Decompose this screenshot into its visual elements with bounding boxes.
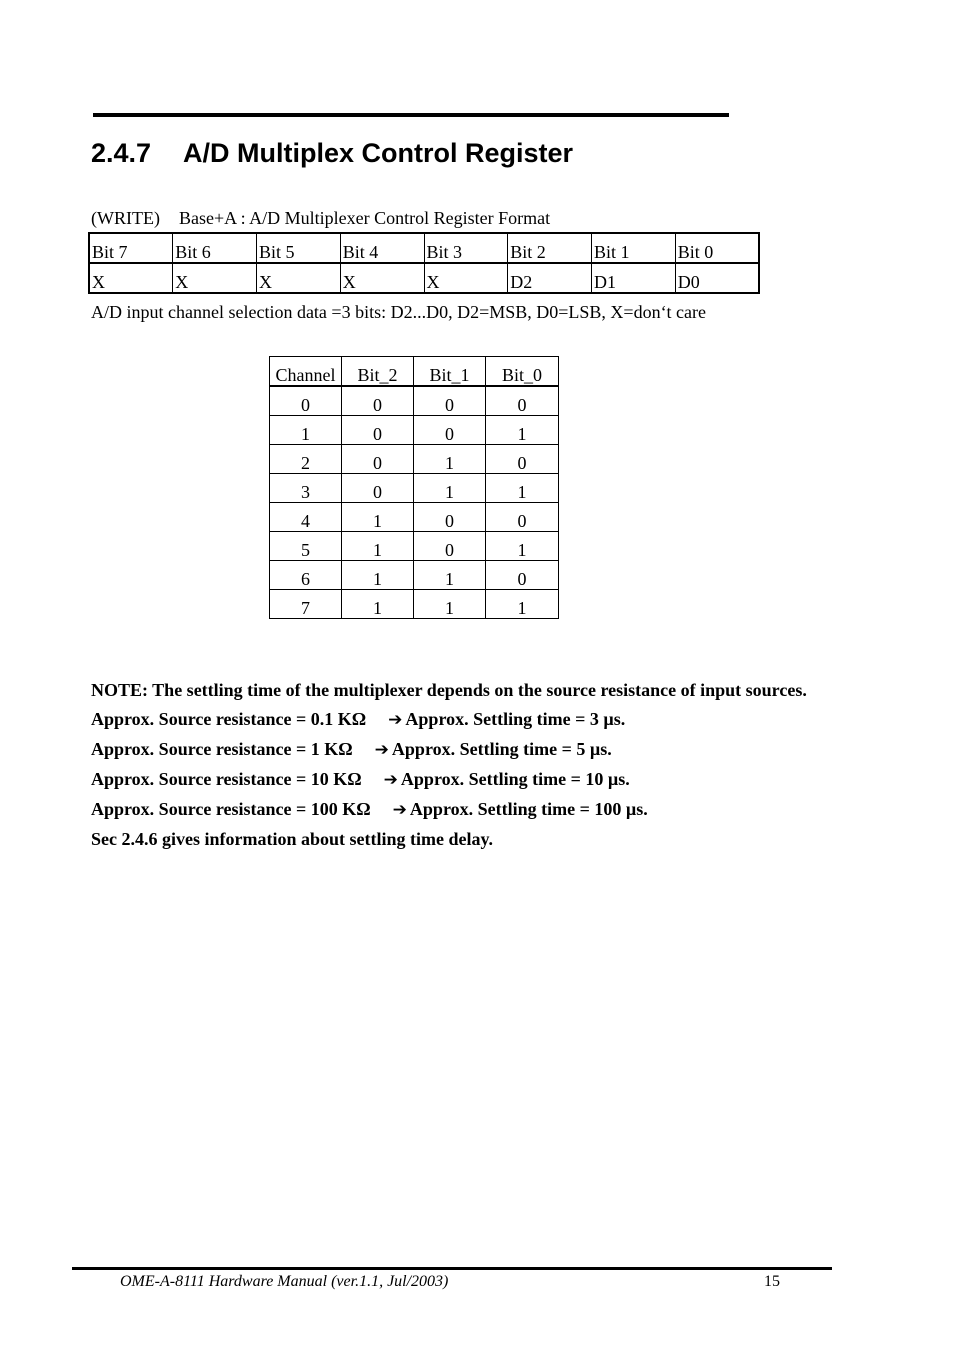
table-row: [270, 532, 559, 561]
register-header-cell: Bit 1: [592, 233, 676, 263]
register-header-cell: Bit 6: [173, 233, 257, 263]
bit-cell: 0: [342, 416, 414, 445]
table-row: [270, 386, 559, 416]
bit-cell: 0: [414, 532, 486, 561]
register-note: A/D input channel selection data =3 bits: D2...D0, D2=MSB, D0=LSB, X=don‘t care: [91, 302, 707, 322]
channel-selection-table: [269, 356, 559, 619]
bit-cell: 0: [486, 386, 559, 416]
settling-time-notes: [91, 676, 811, 854]
bit-cell: 0: [486, 561, 559, 590]
channel-cell: 0: [270, 386, 342, 416]
bit-cell: 1: [342, 561, 414, 590]
register-caption: [91, 208, 550, 229]
section-title: [91, 138, 573, 169]
register-value-cell: X: [340, 263, 424, 293]
channel-header-row: [270, 357, 559, 387]
footer-rule: [72, 1267, 832, 1270]
bit-cell: 0: [342, 386, 414, 416]
note-settling-time: Approx. Settling time = 5 µs.: [391, 739, 612, 759]
register-format-table: [88, 232, 760, 294]
register-value-cell: D0: [675, 263, 759, 293]
register-value-row: [89, 263, 759, 293]
channel-header-cell: Bit_0: [486, 357, 559, 387]
section-heading: A/D Multiplex Control Register: [183, 138, 574, 168]
table-row: [270, 445, 559, 474]
table-row: [270, 503, 559, 532]
register-value-cell: D1: [592, 263, 676, 293]
register-header-row: [89, 233, 759, 263]
channel-cell: 3: [270, 474, 342, 503]
table-row: [270, 561, 559, 590]
bit-cell: 1: [414, 474, 486, 503]
channel-header-cell: Bit_2: [342, 357, 414, 387]
channel-cell: 5: [270, 532, 342, 561]
register-value-cell: X: [424, 263, 508, 293]
channel-cell: 7: [270, 590, 342, 619]
note-settling-time: Approx. Settling time = 3 µs.: [405, 709, 626, 729]
bit-cell: 0: [342, 445, 414, 474]
channel-cell: 6: [270, 561, 342, 590]
note-settling-time: Approx. Settling time = 100 µs.: [409, 799, 648, 819]
bit-cell: 1: [486, 590, 559, 619]
channel-cell: 4: [270, 503, 342, 532]
note-settling-time: Approx. Settling time = 10 µs.: [400, 769, 630, 789]
bit-cell: 0: [414, 503, 486, 532]
register-header-cell: Bit 0: [675, 233, 759, 263]
footer-manual-title: OME-A-8111 Hardware Manual (ver.1.1, Jul/2003): [120, 1273, 449, 1290]
arrow-right-icon: ➔: [374, 740, 389, 760]
register-header-cell: Bit 2: [508, 233, 592, 263]
note-reference: Sec 2.4.6 gives information about settling time delay.: [91, 829, 493, 849]
arrow-right-icon: ➔: [388, 710, 403, 730]
register-header-cell: Bit 5: [257, 233, 341, 263]
bit-cell: 1: [414, 590, 486, 619]
note-item: [91, 705, 811, 735]
bit-cell: 1: [414, 561, 486, 590]
bit-cell: 1: [342, 503, 414, 532]
bit-cell: 1: [486, 474, 559, 503]
register-mode: (WRITE): [91, 208, 160, 228]
bit-cell: 1: [414, 445, 486, 474]
channel-header-cell: Bit_1: [414, 357, 486, 387]
page-number: 15: [764, 1273, 780, 1290]
register-header-cell: Bit 7: [89, 233, 173, 263]
note-resistance: Approx. Source resistance = 10 KΩ: [91, 769, 362, 789]
note-intro: NOTE: The settling time of the multiplexer depends on the source resistance of input sources.: [91, 680, 807, 700]
bit-cell: 0: [486, 445, 559, 474]
bit-cell: 1: [342, 590, 414, 619]
channel-header-cell: Channel: [270, 357, 342, 387]
register-value-cell: X: [173, 263, 257, 293]
bit-cell: 1: [342, 532, 414, 561]
arrow-right-icon: ➔: [383, 770, 398, 790]
note-resistance: Approx. Source resistance = 1 KΩ: [91, 739, 353, 759]
bit-cell: 0: [414, 386, 486, 416]
channel-cell: 2: [270, 445, 342, 474]
register-value-cell: D2: [508, 263, 592, 293]
register-header-cell: Bit 3: [424, 233, 508, 263]
bit-cell: 0: [486, 503, 559, 532]
table-row: [270, 416, 559, 445]
bit-cell: 1: [486, 416, 559, 445]
top-rule: [93, 113, 729, 117]
arrow-right-icon: ➔: [392, 800, 407, 820]
channel-cell: 1: [270, 416, 342, 445]
section-number: 2.4.7: [91, 138, 152, 168]
note-item: [91, 735, 811, 765]
note-item: [91, 795, 811, 825]
register-format-text: Base+A : A/D Multiplexer Control Register Format: [178, 208, 551, 228]
note-resistance: Approx. Source resistance = 0.1 KΩ: [91, 709, 367, 729]
bit-cell: 0: [414, 416, 486, 445]
note-item: [91, 765, 811, 795]
table-row: [270, 590, 559, 619]
register-header-cell: Bit 4: [340, 233, 424, 263]
note-resistance: Approx. Source resistance = 100 KΩ: [91, 799, 371, 819]
register-value-cell: X: [89, 263, 173, 293]
table-row: [270, 474, 559, 503]
bit-cell: 1: [486, 532, 559, 561]
bit-cell: 0: [342, 474, 414, 503]
register-value-cell: X: [257, 263, 341, 293]
